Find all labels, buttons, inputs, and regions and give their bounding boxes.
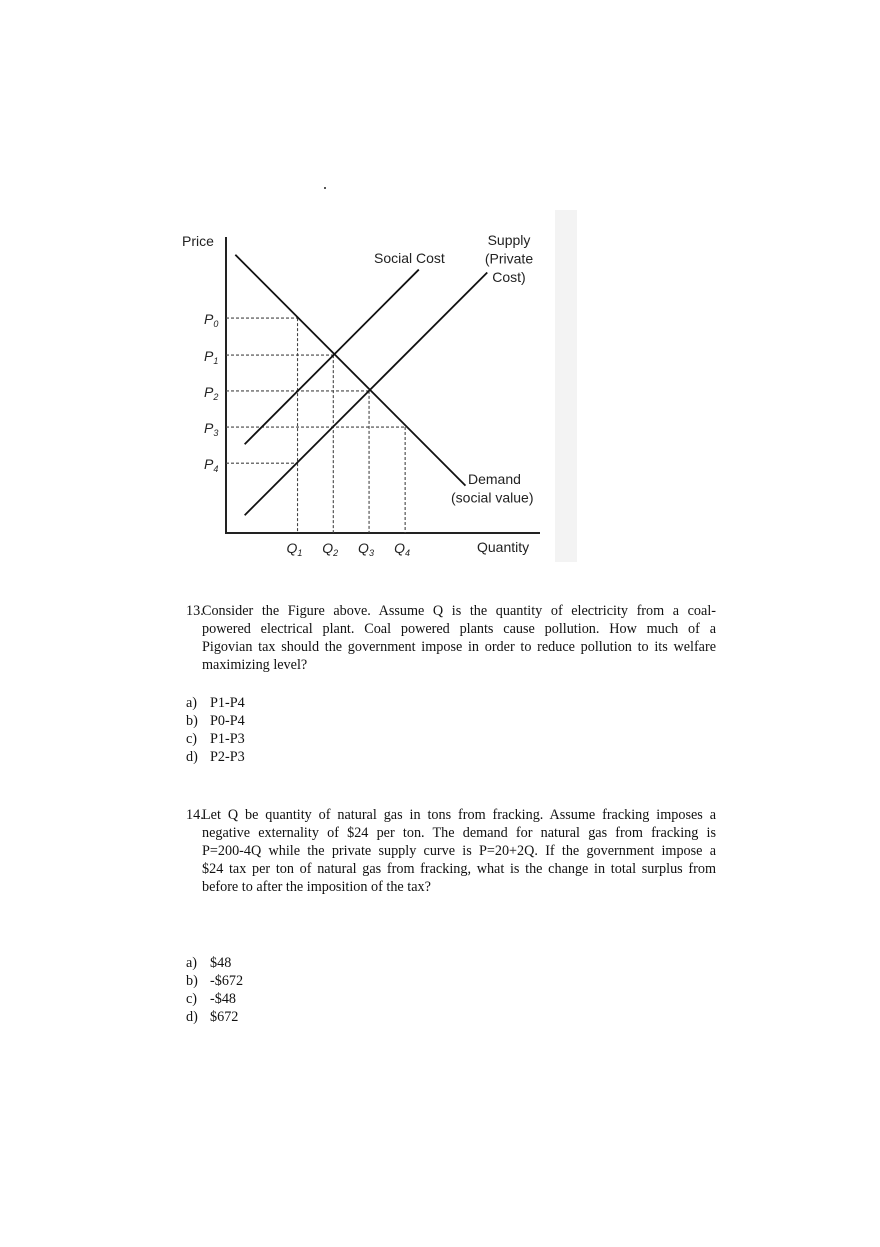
price-tick-label: $P_1$ xyxy=(204,348,219,367)
option-d[interactable] xyxy=(186,1008,243,1026)
curve-social-cost xyxy=(245,270,419,445)
question-text-line: P=200-4Q while the private supply curve is P=20+2Q. If the government impose a xyxy=(202,843,716,859)
question-14-options xyxy=(186,954,243,1026)
curve-label: Demand xyxy=(468,471,521,487)
curve-supply-private-cost xyxy=(245,273,488,516)
option-text: P2-P3 xyxy=(210,749,245,765)
question-14 xyxy=(186,806,716,896)
option-letter: c) xyxy=(186,731,198,747)
option-text: P0-P4 xyxy=(210,713,245,729)
option-letter: b) xyxy=(186,713,198,729)
question-text-line: before to after the imposition of the tax? xyxy=(202,879,431,895)
curve-label: Social Cost xyxy=(374,250,445,266)
option-text: P1-P3 xyxy=(210,731,245,747)
option-text: $48 xyxy=(210,955,232,971)
quantity-tick-label: $Q_3$ xyxy=(358,540,374,558)
y-axis-label: Price xyxy=(182,233,214,249)
question-13-options xyxy=(186,694,245,766)
option-text: P1-P4 xyxy=(210,695,245,711)
curve-label: (social value) xyxy=(451,489,534,506)
curve-label: Cost) xyxy=(492,269,526,285)
question-text-line: negative externality of $24 per ton. The demand for natural gas from fracking is xyxy=(202,825,716,841)
question-text-line: Let Q be quantity of natural gas in tons from fracking. Assume fracking imposes a xyxy=(202,807,716,823)
option-letter: c) xyxy=(186,991,198,1007)
price-tick-label: $P_2$ xyxy=(204,383,219,402)
price-tick-label: $P_3$ xyxy=(204,420,219,439)
option-text: $672 xyxy=(210,1009,239,1025)
option-letter: b) xyxy=(186,973,198,989)
option-a[interactable] xyxy=(186,694,245,712)
question-text-line: powered electrical plant. Coal powered plants cause pollution. How much of a xyxy=(202,621,716,637)
quantity-tick-label: $Q_1$ xyxy=(286,540,303,558)
quantity-tick-label: $Q_2$ xyxy=(322,540,339,558)
question-text-line: maximizing level? xyxy=(202,657,308,673)
option-b[interactable] xyxy=(186,712,245,730)
curve-label: (Private xyxy=(484,250,534,267)
option-text: -$48 xyxy=(210,991,237,1007)
question-text-line: Consider the Figure above. Assume Q is the quantity of electricity from a coal- xyxy=(202,603,716,619)
option-c[interactable] xyxy=(186,730,245,748)
curve-demand-social-value xyxy=(235,255,465,486)
option-text: -$672 xyxy=(210,973,244,989)
question-number: 13. xyxy=(186,603,204,619)
option-letter: a) xyxy=(186,955,198,971)
option-a[interactable] xyxy=(186,954,243,972)
option-letter: d) xyxy=(186,1009,198,1025)
price-tick-label: $P_4$ xyxy=(204,456,219,475)
question-number: 14. xyxy=(186,807,204,823)
question-text-line: Pigovian tax should the government impose in order to reduce pollution to its welfare xyxy=(202,639,716,655)
externality-figure xyxy=(0,0,880,600)
x-axis-label: Quantity xyxy=(477,539,530,555)
option-d[interactable] xyxy=(186,748,245,766)
option-letter: a) xyxy=(186,695,198,711)
option-c[interactable] xyxy=(186,990,243,1008)
question-text-line: $24 tax per ton of natural gas from fracking, what is the change in total surplus from xyxy=(202,861,716,877)
option-letter: d) xyxy=(186,749,198,765)
option-b[interactable] xyxy=(186,972,243,990)
curve-label: Supply xyxy=(487,232,531,248)
question-13 xyxy=(186,602,716,674)
quantity-tick-label: $Q_4$ xyxy=(394,540,411,558)
price-tick-label: $P_0$ xyxy=(204,311,219,330)
